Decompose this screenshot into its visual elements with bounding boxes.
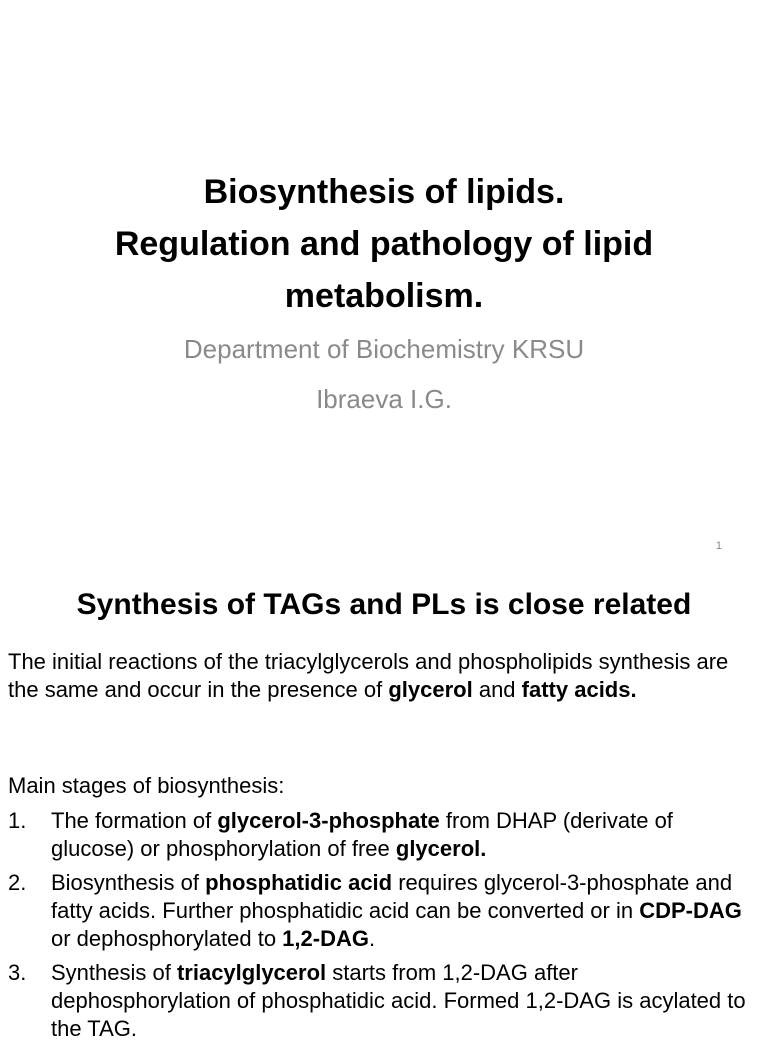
stages-label: Main stages of biosynthesis: <box>8 773 285 798</box>
intro-text-1: The initial reactions of the triacylglycerols and phospholipids synthesis are the same and occur in the presence of <box>8 649 729 702</box>
author-subtitle: Ibraeva I.G. <box>316 384 452 414</box>
step-bold: 1,2-DAG <box>282 926 369 951</box>
title-line-1: Biosynthesis of lipids. <box>203 173 565 211</box>
content-slide <box>0 566 768 1041</box>
list-item-number: 1. <box>8 808 27 833</box>
list-item <box>8 807 760 863</box>
step-text: starts from 1,2-DAG after dephosphorylation of phosphatidic acid. Formed 1,2-DAG is acylated to the TAG. <box>51 960 746 1041</box>
step-text: . <box>368 926 376 951</box>
step-bold: glycerol. <box>395 836 487 861</box>
slide-title: Synthesis of TAGs and PLs is close related <box>76 588 692 621</box>
stages-list <box>8 807 760 1049</box>
step-bold: glycerol-3-phosphate <box>217 808 440 833</box>
step-text: or dephosphorylated to <box>51 926 283 951</box>
list-item-number: 2. <box>8 870 27 895</box>
slide-number: 1 <box>715 540 722 552</box>
step-text: from DHAP (derivate of glucose) or phosphorylation of free <box>51 808 673 861</box>
department-subtitle: Department of Biochemistry KRSU <box>183 334 585 364</box>
intro-bold-glycerol: glycerol <box>388 677 473 702</box>
step-text: The formation of <box>51 808 218 833</box>
presentation-title <box>40 166 728 322</box>
intro-bold-fatty-acids: fatty acids. <box>521 677 637 702</box>
step-text: Synthesis of <box>51 960 177 985</box>
step-bold: CDP-DAG <box>639 898 742 923</box>
list-item <box>8 869 760 953</box>
step-text: Biosynthesis of <box>51 870 206 895</box>
step-bold: phosphatidic acid <box>205 870 393 895</box>
step-text: requires glycerol-3-phosphate and fatty acids. Further phosphatidic acid can be converted or in <box>51 870 733 923</box>
title-line-3: metabolism. <box>284 277 484 315</box>
list-item-number: 3. <box>8 960 27 985</box>
step-bold: triacylglycerol <box>176 960 327 985</box>
intro-text-2: and <box>472 677 522 702</box>
list-item <box>8 959 760 1043</box>
title-line-2: Regulation and pathology of lipid <box>114 225 654 263</box>
intro-paragraph <box>8 648 760 704</box>
